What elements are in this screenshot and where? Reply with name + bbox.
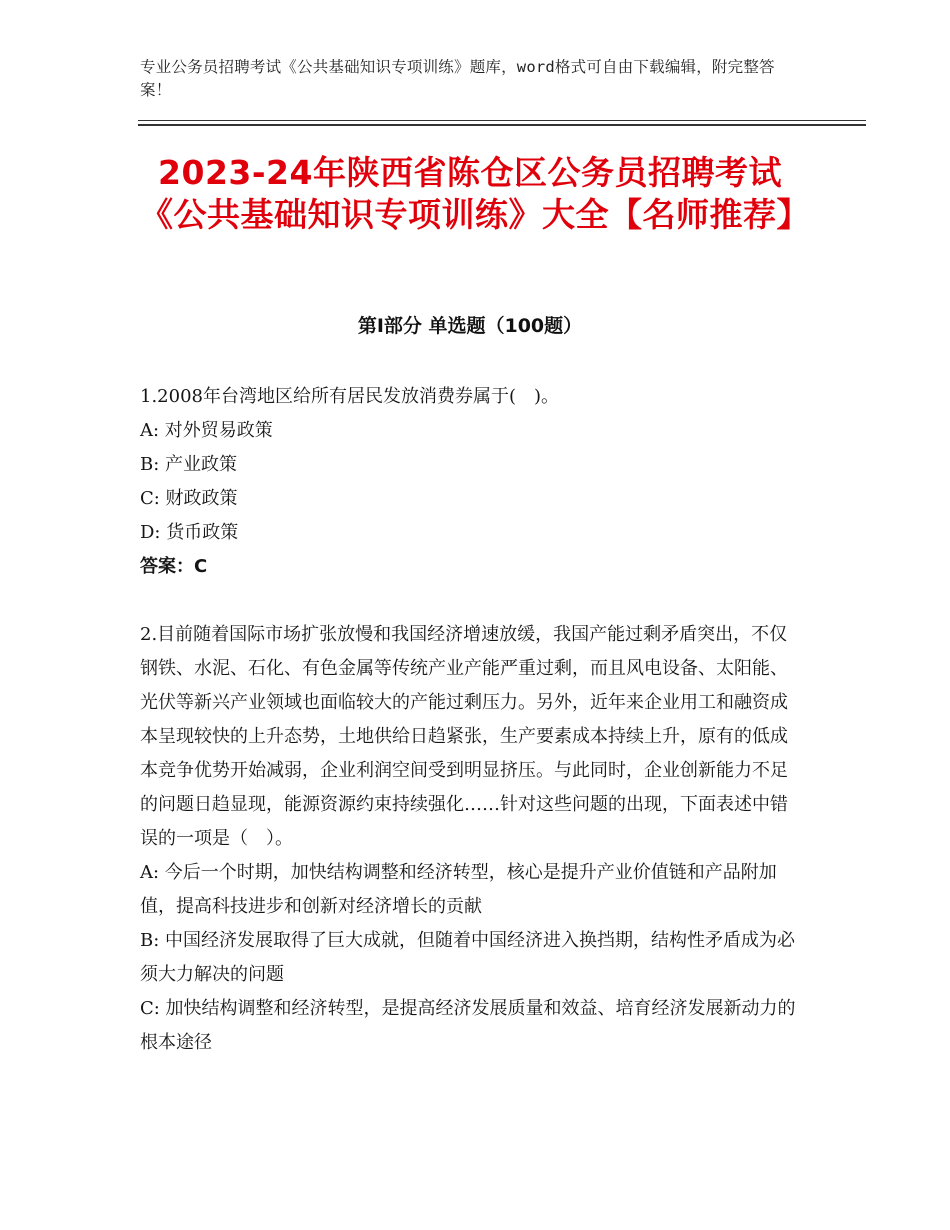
- question-stem: 2.目前随着国际市场扩张放慢和我国经济增速放缓，我国产能过剩矛盾突出，不仅钢铁、水泥、石化、有色金属等传统产业产能严重过剩，而且风电设备、太阳能、光伏等新兴产业领域也面临较大的产能过剩压力。另外，近年来企业用工和融资成本呈现较快的上升态势，土地供给日趋紧张，生产要素成本持续上升，原有的低成本竞争优势开始减弱，企业利润空间受到明显挤压。与此同时，企业创新能力不足的问题日趋显现，能源资源约束持续强化……针对这些问题的出现，下面表述中错误的一项是（ ）。: [140, 624, 788, 849]
- option-c: C: 财政政策: [140, 488, 238, 509]
- option-b: B: 产业政策: [140, 454, 238, 475]
- document-title: 2023-24年陕西省陈仓区公务员招聘考试《公共基础知识专项训练》大全【名师推荐】: [140, 153, 810, 234]
- question-1: [140, 380, 805, 584]
- header-divider-thick: [138, 124, 866, 126]
- option-c: C: 加快结构调整和经济转型，是提高经济发展质量和效益、培育经济发展新动力的根本途径: [140, 998, 796, 1053]
- question-list: [140, 380, 805, 1060]
- option-a: A: 今后一个时期，加快结构调整和经济转型，核心是提升产业价值链和产品附加值，提高科技进步和创新对经济增长的贡献: [140, 862, 777, 917]
- question-stem: 1.2008年台湾地区给所有居民发放消费券属于( )。: [140, 386, 560, 407]
- option-d: D: 货币政策: [140, 522, 239, 543]
- option-a: A: 对外贸易政策: [140, 420, 273, 441]
- option-b: B: 中国经济发展取得了巨大成就，但随着中国经济进入换挡期，结构性矛盾成为必须大力解决的问题: [140, 930, 796, 985]
- section-heading: 第Ⅰ部分 单选题（100题）: [357, 315, 583, 337]
- answer-label: 答案：C: [140, 556, 208, 577]
- header-note: 专业公务员招聘考试《公共基础知识专项训练》题库，word格式可自由下载编辑，附完整答案！: [140, 58, 775, 99]
- question-2: [140, 618, 805, 1060]
- header-divider: [138, 120, 866, 121]
